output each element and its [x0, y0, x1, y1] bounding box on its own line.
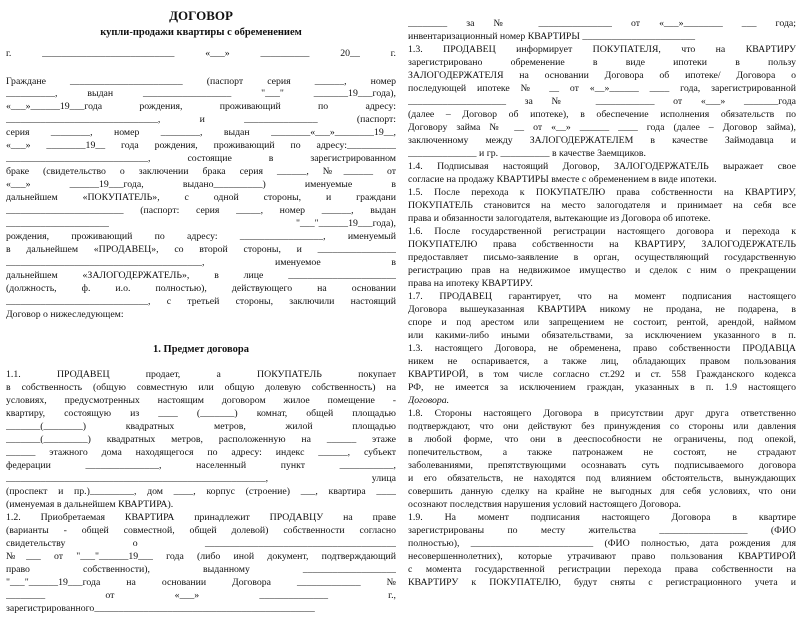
left-text-line: __________, выдан __________________ "___" _______19___года), — [6, 88, 396, 99]
left-text-line: квартиру, состоящую из ____ (_______) комнат, общей площадью — [6, 408, 396, 419]
right-text-line: согласие на продажу КВАРТИРЫ вместе с обременением в виде ипотеки. — [408, 174, 717, 185]
right-text-line: ЗАЛОГОДЕРЖАТЕЛЯ на основании Договора об ипотеке/ Договора о — [408, 70, 796, 81]
right-text-line: ________ за № _______________ от «___»________ ___ года; — [408, 18, 796, 29]
left-text-line: условиях, предусмотренных настоящим договором жилое помещение - — [6, 395, 396, 406]
left-text-line: дальнейшем «ЗАЛОГОДЕРЖАТЕЛЬ», в лице ______________________ — [6, 270, 396, 281]
document-subtitle: купли-продажи квартиры с обременением — [100, 27, 302, 38]
right-text-line: КВАРТИРОЙ, в том числе согласно ст.292 и ст. 558 Гражданского кодекса — [408, 369, 796, 380]
section-title: 1. Предмет договора — [153, 344, 249, 355]
left-text-line: ________ от «___» ______________ г., — [6, 590, 396, 601]
right-text-line: и его обязательств, не находятся под влиянием обстоятельств, вынуждающих — [408, 473, 796, 484]
left-text-line: "___"______19___года на основании Договора _____________ № — [6, 577, 396, 588]
right-text-line: заключенному между ЗАЛОГОДЕРЖАТЕЛЕМ в качестве Займодавца и — [408, 135, 796, 146]
right-text-line: 1.4. Подписывая настоящий Договор, ЗАЛОГОДЕРЖАТЕЛЬ выражает свое — [408, 161, 796, 172]
right-text-line: 1.3. ПРОДАВЕЦ информирует ПОКУПАТЕЛЯ, что на КВАРТИРУ — [408, 44, 796, 55]
right-text-line: или какими-либо иными обязательствами, за исключением указанного в п. — [408, 330, 796, 341]
right-text-line: 1.5. После перехода к ПОКУПАТЕЛЮ права собственности на КВАРТИРУ, — [408, 187, 796, 198]
right-text-line: 1.7. ПРОДАВЕЦ гарантирует, что на момент подписания настоящего — [408, 291, 796, 302]
right-text-line: полностью), _________________________ (ФИО полностью, дата рождения для — [408, 538, 796, 549]
left-text-line: _____________________________________________________, улица — [6, 473, 396, 484]
left-text-line: зарегистрированного_____________________________________________ — [6, 603, 315, 614]
right-text-line: РФ, не имеется за исключением граждан, указанных в п. 1.9 настоящего — [408, 382, 796, 393]
left-text-line: _______(________) квадратных метров, жилой площадью — [6, 421, 396, 432]
right-column — [408, 0, 796, 620]
left-text-line: г. ___________________________ «___» __________ 20__ г. — [6, 48, 396, 59]
left-text-line: в дальнейшем «ПРОДАВЕЦ», со второй стороны, и ________________ — [6, 244, 396, 255]
left-text-line: (должность, ф. и.о. полностью), действующего на основании — [6, 283, 396, 294]
left-text-line: (варианты - общей совместной, общей долевой) собственности согласно — [6, 525, 396, 536]
left-text-line: в собственность (общую совместную или общую долевую собственность) на — [6, 382, 396, 393]
right-text-line: зарегистрированы по месту жительства __________________ (ФИО — [408, 525, 796, 536]
left-text-line: _____________________________, с третьей стороны, заключили настоящий — [6, 296, 396, 307]
left-text-line: Граждане _______________________ (паспорт серия ______, номер — [6, 76, 396, 87]
left-text-line: свидетельству о _______________________________________ — [6, 538, 396, 549]
right-text-line: осознают последствия нарушения условий настоящего Договора. — [408, 499, 681, 510]
right-text-line: права и обязанности залогодателя, вытекающие из Договора об ипотеке. — [408, 213, 711, 224]
left-text-line: (именуемая в дальнейшем КВАРТИРА). — [6, 499, 174, 510]
left-text-line: _____________________ "___"______19___года), — [6, 218, 396, 229]
left-text-line: «___» ________19__ года рождения, проживающий по адресу:__________ — [6, 140, 396, 151]
left-text-line: _______(_________) квадратных метров, расположенную на ______ этаже — [6, 434, 396, 445]
left-text-line: ________________________ (паспорт: серия _____, номер ______, выдан — [6, 205, 396, 216]
right-text-line: ПОКУПАТЕЛЮ права собственности на КВАРТИРУ, ЗАЛОГОДЕРЖАТЕЛЬ — [408, 239, 796, 250]
left-text-line: «___»______19___года рождения, проживающий по адресу: — [6, 101, 396, 112]
left-text-line: серия ________, номер ________, выдан ________«___»________19__, — [6, 127, 396, 138]
right-text-line: Договора вышеуказанная КВАРТИРА никому не продана, не подарена, в — [408, 304, 796, 315]
right-text-line: Договору займа № __ от «__» ______ ____ года (далее – Договор займа), — [408, 122, 796, 133]
left-column — [6, 0, 396, 620]
left-text-line: 1.2. Приобретаемая КВАРТИРА принадлежит ПРОДАВЦУ на праве — [6, 512, 396, 523]
right-text-line: 1.8. Стороны настоящего Договора в присутствии друг друга ответственно — [408, 408, 796, 419]
right-text-line: зарегистрировано обременение в виде ипотеки в пользу — [408, 57, 796, 68]
left-text-line: рождения, проживающий по адресу: _________________, именуемый — [6, 231, 396, 242]
right-text-line: ______________ и гр. __________ в качестве Заемщиков. — [408, 148, 646, 159]
right-text-line: ПОКУПАТЕЛЬ становится на место залогодателя и принимает на себя все — [408, 200, 796, 211]
right-text-line: КВАРТИРУ к ПОКУПАТЕЛЮ, будут сняты с регистрационного учета и — [408, 577, 796, 588]
right-text-line: подтверждают, что они действуют без принуждения со стороны или давления — [408, 421, 796, 432]
document-title: ДОГОВОР — [169, 8, 233, 23]
right-text-line: предоставляет письмо-заявление в орган, осуществляющий государственную — [408, 252, 796, 263]
right-text-line: 1.3. настоящего Договора, не обременена, право собственности ПРОДАВЦА — [408, 343, 796, 354]
left-text-line: 1.1. ПРОДАВЕЦ продает, а ПОКУПАТЕЛЬ покупает — [6, 369, 396, 380]
right-text-line: регистрацию прав на недвижимое имущество и сделок с ним о прекращении — [408, 265, 796, 276]
left-text-line: ______ этажного дома находящегося по адресу: индекс ______, субъект — [6, 447, 396, 458]
left-text-line: ________________________________________, именуемое в — [6, 257, 396, 268]
left-text-line: (проспект и пр.)_________, дом ____, корпус (строение) ___, квартира ____ — [6, 486, 396, 497]
right-text-line: инвентаризационный номер КВАРТИРЫ _______________________ — [408, 31, 696, 42]
left-text-line: Договор о нижеследующем: — [6, 309, 124, 320]
left-text-line: федерации _______________, населенный пункт ___________, — [6, 460, 396, 471]
right-text-line: 1.9. На момент подписания настоящего Договора в квартире — [408, 512, 796, 523]
right-text-line: права на ипотеку КВАРТИРУ. — [408, 278, 533, 289]
right-text-line: с момента государственной регистрации перехода права собственности на — [408, 564, 796, 575]
right-text-line: ____________________ за № ____________ от «___» _______года — [408, 96, 796, 107]
left-text-line: _______________________________, и _______________ (паспорт: — [6, 114, 396, 125]
right-text-line: последующей ипотеке № __ от «__»______ ____ года, зарегистрированной — [408, 83, 796, 94]
right-text-line: Договора. — [408, 395, 450, 406]
right-text-line: попечительством, а также патронажем не состоят, не страдают — [408, 447, 796, 458]
right-text-line: несовершеннолетних), которые утрачивают право пользования КВАРТИРОЙ — [408, 551, 796, 562]
left-text-line: право собственности), выданному ___________________ — [6, 564, 396, 575]
right-text-line: 1.6. После государственной регистрации настоящего договора и перехода к — [408, 226, 796, 237]
left-text-line: _____________________________, состоящие в зарегистрированном — [6, 153, 396, 164]
left-text-line: «___» ______19___года, выдано__________) именуемые в — [6, 179, 396, 190]
right-text-line: споре и под арестом или запрещением не состоит, рентой, арендой, наймом — [408, 317, 796, 328]
right-text-line: (далее – Договор об ипотеке), в обеспечение исполнения обязательств по — [408, 109, 796, 120]
right-text-line: в любой форме, что они в дееспособности не ограничены, под опекой, — [408, 434, 796, 445]
right-text-line: никем не оспаривается, а также лиц, обладающих правом пользования — [408, 356, 796, 367]
right-text-line: заболеваниями, препятствующими осознавать суть подписываемого договора — [408, 460, 796, 471]
left-text-line: браке (свидетельство о заключении брака серия ______, №______ от — [6, 166, 396, 177]
right-text-line: совершить данную сделку на крайне не выгодных для себя условиях, что они — [408, 486, 796, 497]
left-text-line: №___ от "___"______19___ года (либо иной документ, подтверждающий — [6, 551, 396, 562]
left-text-line: дальнейшем «ПОКУПАТЕЛЬ», с одной стороны, и граждани — [6, 192, 396, 203]
